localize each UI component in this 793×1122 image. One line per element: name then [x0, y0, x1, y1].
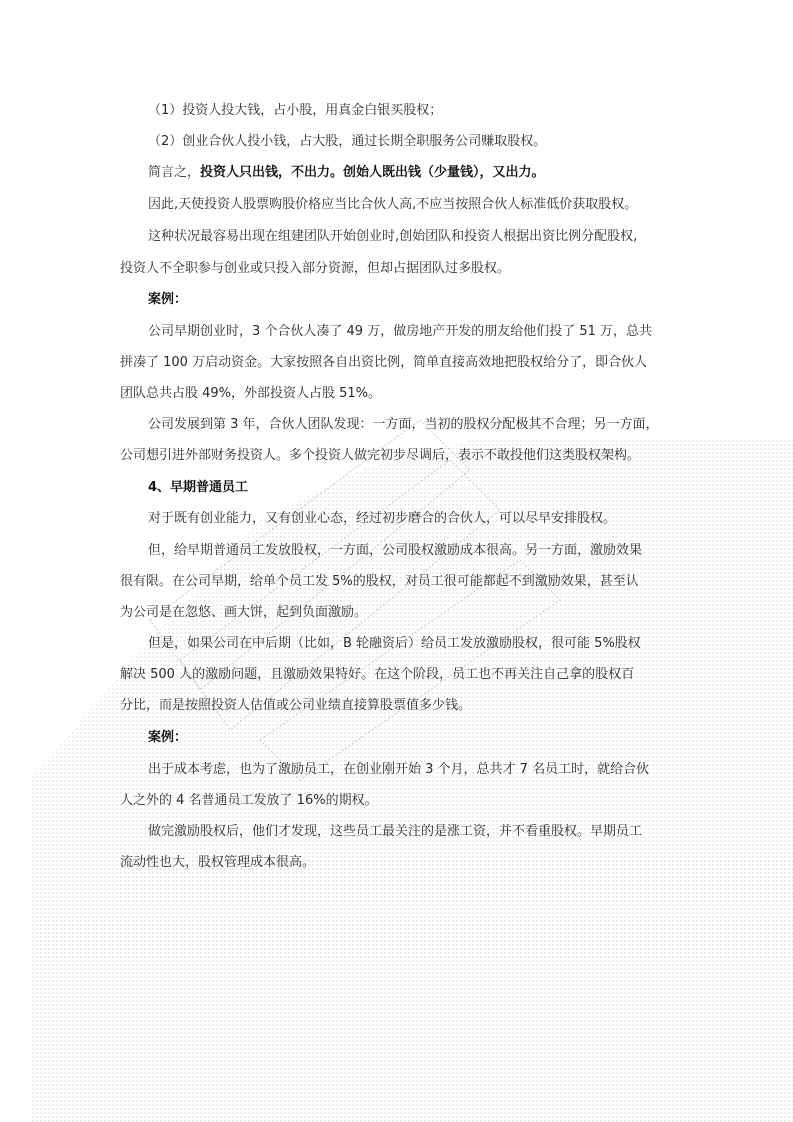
paragraph-line-6: 投资人不全职参与创业或只投入部分资源，但却占据团队过多股权。: [120, 261, 511, 276]
paragraph-line-18: 分比，而是按照投资人估值或公司业绩直接算股票值多少钱。: [120, 698, 472, 713]
paragraph-line-9: 团队总共占股 49%，外部投资人占股 51%。: [120, 386, 382, 401]
paragraph-line-20: 人之外的 4 名普通员工发放了 16%的期权。: [120, 793, 378, 808]
section-heading-early-employees: 4、早期普通员工: [148, 480, 249, 495]
paragraph-line-19: 出于成本考虑，也为了激励员工，在创业刚开始 3 个月，总共才 7 名员工时，就给合伙: [148, 762, 650, 777]
paragraph-line-12: 对于既有创业能力，又有创业心态，经过初步磨合的合伙人，可以尽早安排股权。: [148, 511, 617, 526]
case-heading-1: 案例：: [148, 292, 188, 307]
paragraph-line-17: 解决 500 人的激励问题，且激励效果特好。在这个阶段，员工也不再关注自己拿的股权百: [120, 667, 635, 682]
paragraph-line-5: 这种状况最容易出现在组建团队开始创业时,创始团队和投资人根据出资比例分配股权,: [148, 229, 638, 244]
paragraph-line-22: 流动性也大，股权管理成本很高。: [120, 855, 316, 870]
paragraph-line-13: 但，给早期普通员工发放股权，一方面，公司股权激励成本很高。另一方面，激励效果: [148, 543, 643, 558]
case-heading-2: 案例：: [148, 730, 188, 745]
paragraph-line-14: 很有限。在公司早期，给单个员工发 5%的股权，对员工很可能都起不到激励效果，甚至认: [120, 574, 639, 589]
paragraph-line-2: （2）创业合伙人投小钱，占大股，通过长期全职服务公司赚取股权。: [148, 134, 547, 149]
paragraph-line-1: （1）投资人投大钱，占小股，用真金白银买股权；: [148, 103, 443, 118]
paragraph-line-3: [148, 164, 545, 182]
paragraph-line-15: 为公司是在忽悠、画大饼，起到负面激励。: [120, 605, 368, 620]
summary-lead: 简言之，: [148, 165, 201, 180]
paragraph-line-7: 公司早期创业时，3 个合伙人凑了 49 万，做房地产开发的朋友给他们投了 51 万，总共: [148, 324, 653, 339]
paragraph-line-4: 因此,天使投资人股票购股价格应当比合伙人高,不应当按照合伙人标准低价获取股权。: [148, 197, 638, 212]
paragraph-line-11: 公司想引进外部财务投资人。多个投资人做完初步尽调后，表示不敢投他们这类股权架构。: [120, 448, 641, 463]
paragraph-line-10: 公司发展到第 3 年，合伙人团队发现：一方面，当初的股权分配极其不合理；另一方面，: [148, 417, 659, 432]
paragraph-line-8: 拼凑了 100 万启动资金。大家按照各自出资比例，简单直接高效地把股权给分了，即合伙人: [120, 355, 648, 370]
paragraph-line-21: 做完激励股权后，他们才发现，这些员工最关注的是涨工资，并不看重股权。早期员工: [148, 824, 643, 839]
summary-bold: 投资人只出钱，不出力。创始人既出钱（少量钱），又出力。: [200, 165, 545, 180]
paragraph-line-16: 但是，如果公司在中后期（比如，B 轮融资后）给员工发放激励股权，很可能 5%股权: [148, 636, 641, 651]
